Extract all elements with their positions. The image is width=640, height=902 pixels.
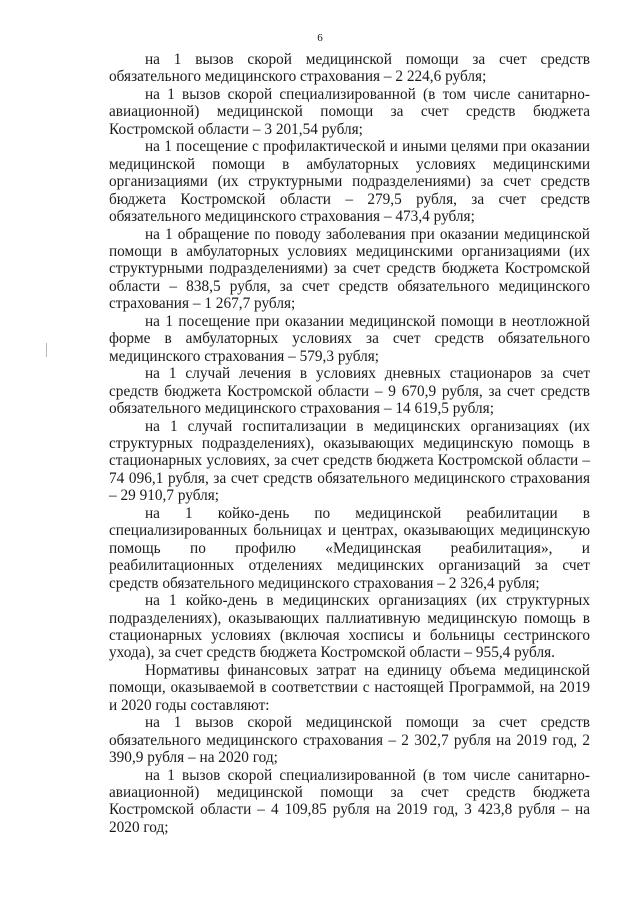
paragraph-rehabilitation-bed-day: на 1 койко-день по медицинской реабилитации в специализированных больницах и центрах, оказывающих медицинскую помощь по профилю «Медицинская реабилитация», и реабилитационных отделениях медицинских организаций за счет средств обязательного медицинского страхования – 2 326,4 рубля; <box>109 504 590 592</box>
paragraph-hospitalization-case: на 1 случай госпитализации в медицинских организациях (их структурных подразделениях), оказывающих медицинскую помощь в стационарных условиях, за счет средств бюджета Костромской области – 74 096,1 рубля, за счет средств обязательного медицинского страхования – 29 910,7 рубля; <box>109 417 590 505</box>
paragraph-ambulance-call-oms: на 1 вызов скорой медицинской помощи за счет средств обязательного медицинского страхования – 2 224,6 рубля; <box>109 51 590 86</box>
paragraph-preventive-visit: на 1 посещение с профилактической и иными целями при оказании медицинской помощи в амбулаторных условиях медицинскими организациями (их структурными подразделениями) за счет средств бюджета Костромской области – 279,5 рубля, за счет средств обязательного медицинского страхования – 473,4 рубля; <box>109 138 590 226</box>
paragraph-urgent-visit: на 1 посещение при оказании медицинской помощи в неотложной форме в амбулаторных условиях за счет средств обязательного медицинского страхования – 579,3 рубля; <box>109 312 590 365</box>
paragraph-specialized-ambulance-2019-2020: на 1 вызов скорой специализированной (в том числе санитарно-авиационной) медицинской помощи за счет средств бюджета Костромской области – 4 109,85 рубля на 2019 год, 3 423,8 рубля – на 2020 год; <box>109 766 590 836</box>
paragraph-day-hospital-case: на 1 случай лечения в условиях дневных стационаров за счет средств бюджета Костромской области – 9 670,9 рубля, за счет средств обязательного медицинского страхования – 14 619,5 рубля; <box>109 365 590 418</box>
paragraph-disease-appeal: на 1 обращение по поводу заболевания при оказании медицинской помощи в амбулаторных условиях медицинскими организациями (их структурными подразделениями) за счет средств бюджета Костромской области – 838,5 рубля, за счет средств обязательного медицинского страхования – 1 267,7 рубля; <box>109 225 590 313</box>
paragraph-specialized-ambulance-call: на 1 вызов скорой специализированной (в том числе санитарно-авиационной) медицинской помощи за счет средств бюджета Костромской области – 3 201,54 рубля; <box>109 85 590 138</box>
paragraph-palliative-bed-day: на 1 койко-день в медицинских организациях (их структурных подразделениях), оказывающих паллиативную медицинскую помощь в стационарных условиях (включая хосписы и больницы сестринского ухода), за счет средств бюджета Костромской области – 955,4 рубля. <box>109 592 590 662</box>
document-body <box>109 51 590 836</box>
page-number: 6 <box>317 32 323 44</box>
paragraph-standards-2019-2020-intro: Нормативы финансовых затрат на единицу объема медицинской помощи, оказываемой в соответствии с настоящей Программой, на 2019 и 2020 годы составляют: <box>109 661 590 714</box>
paragraph-ambulance-call-2019-2020: на 1 вызов скорой медицинской помощи за счет средств обязательного медицинского страхования – 2 302,7 рубля на 2019 год, 2 390,9 рубля – на 2020 год; <box>109 714 590 767</box>
scan-artifact-mark <box>46 343 47 357</box>
